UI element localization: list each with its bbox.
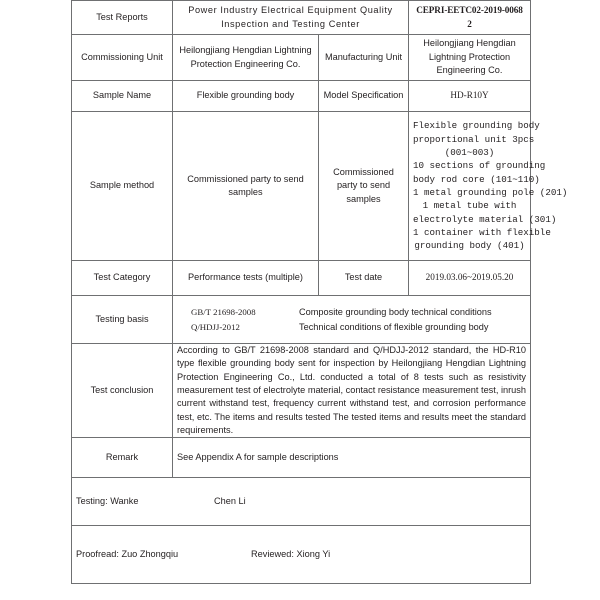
- cell-label-manufacturing-unit: Manufacturing Unit: [319, 35, 409, 81]
- proofread-label: Proofread: Zuo Zhongqiu: [76, 549, 179, 560]
- cell-value-test-category: Performance tests (multiple): [173, 261, 319, 296]
- cell-label-sample-name: Sample Name: [72, 81, 173, 112]
- reviewed-label: Reviewed: Xiong Yi: [251, 549, 331, 560]
- sample-detail-line: 1 container with flexible: [413, 227, 551, 239]
- table-row-commissioning-unit: [72, 35, 531, 81]
- table-row-sample-name: [72, 81, 531, 112]
- table-row-testing-signature: [72, 478, 531, 526]
- cell-sample-detail-list: [409, 112, 568, 261]
- table-row-proofread-signature: [72, 526, 531, 584]
- testing-signature-label: Testing: Wanke: [76, 496, 139, 507]
- cell-value-model-specification: HD-R10Y: [409, 81, 531, 112]
- testing-basis-list: [177, 303, 526, 336]
- standard-description: Technical conditions of flexible grounding body: [299, 321, 489, 332]
- test-report-table: [71, 0, 568, 584]
- sample-detail-line: (001~003): [444, 146, 495, 158]
- cell-value-remark: See Appendix A for sample descriptions: [173, 438, 531, 478]
- cell-value-sample-method-secondary: Commissioned party to send samples: [319, 112, 409, 261]
- cell-label-remark: Remark: [72, 438, 173, 478]
- cell-label-test-date: Test date: [319, 261, 409, 296]
- table-row-test-reports: [72, 1, 531, 35]
- testing-signature-group: [76, 495, 526, 508]
- standard-code: Q/HDJJ-2012: [191, 321, 240, 332]
- sample-detail-line: proportional unit 3pcs: [413, 133, 535, 145]
- sample-detail-line: electrolyte material (301): [413, 213, 557, 225]
- table-row-test-conclusion: [72, 344, 531, 438]
- cell-label-testing-basis: Testing basis: [72, 296, 173, 344]
- table-row-testing-basis: [72, 296, 531, 344]
- table-row-remark: [72, 438, 531, 478]
- testing-signature-name: Chen Li: [214, 496, 246, 507]
- sample-detail-line: 1 metal tube with: [422, 200, 517, 212]
- table-row-sample-method: [72, 112, 531, 261]
- cell-label-test-category: Test Category: [72, 261, 173, 296]
- cell-label-test-conclusion: Test conclusion: [72, 344, 173, 438]
- cell-value-sample-name: Flexible grounding body: [173, 81, 319, 112]
- cell-label-model-specification: Model Specification: [319, 81, 409, 112]
- cell-report-number: [409, 1, 531, 35]
- table-row-test-category: [72, 261, 531, 296]
- cell-value-sample-method: Commissioned party to send samples: [173, 112, 319, 261]
- standard-code: GB/T 21698-2008: [191, 306, 256, 317]
- cell-proofread-signature: [72, 526, 531, 584]
- cell-label-test-reports: Test Reports: [72, 1, 173, 35]
- cell-center-title: Power Industry Electrical Equipment Quality Inspection and Testing Center: [173, 1, 409, 35]
- cell-label-commissioning-unit: Commissioning Unit: [72, 35, 173, 81]
- report-number-line1: CEPRI-EETC02-2019-0068: [416, 5, 523, 16]
- cell-value-manufacturing-unit: Heilongjiang Hengdian Lightning Protection Engineering Co.: [409, 35, 531, 81]
- sample-detail-line: Flexible grounding body: [413, 120, 540, 132]
- report-number-line2: 2: [467, 18, 472, 29]
- sample-detail-line: grounding body (401): [414, 240, 525, 252]
- testing-basis-entry: [191, 305, 526, 320]
- cell-value-commissioning-unit: Heilongjiang Hengdian Lightning Protection Engineering Co.: [173, 35, 319, 81]
- sample-detail-line: body rod core (101~110): [413, 173, 540, 185]
- sample-detail-line: 1 metal grounding pole (201): [413, 187, 568, 198]
- standard-description: Composite grounding body technical conditions: [299, 306, 492, 317]
- cell-value-test-conclusion: According to GB/T 21698-2008 standard and Q/HDJJ-2012 standard, the HD-R10 type flexible grounding body sent for inspection by Heilongjiang Hengdian Lightning Protection Engineering Co., Ltd. conducted a total of 8 tests such as resistivity measurement test of electrolyte material, contact resistance measurement test, inrush current withstand test, frequency current withstand test, and corrosion performance test, etc. The items and results tested The tested items and results meet the standard requirements.: [173, 344, 531, 438]
- sample-detail-line: 10 sections of grounding: [413, 160, 546, 172]
- testing-basis-entry: [191, 320, 526, 335]
- cell-label-sample-method: Sample method: [72, 112, 173, 261]
- cell-testing-signature: [72, 478, 531, 526]
- proofread-signature-group: [76, 548, 526, 561]
- cell-value-testing-basis: [173, 296, 531, 344]
- cell-value-test-date: 2019.03.06~2019.05.20: [409, 261, 531, 296]
